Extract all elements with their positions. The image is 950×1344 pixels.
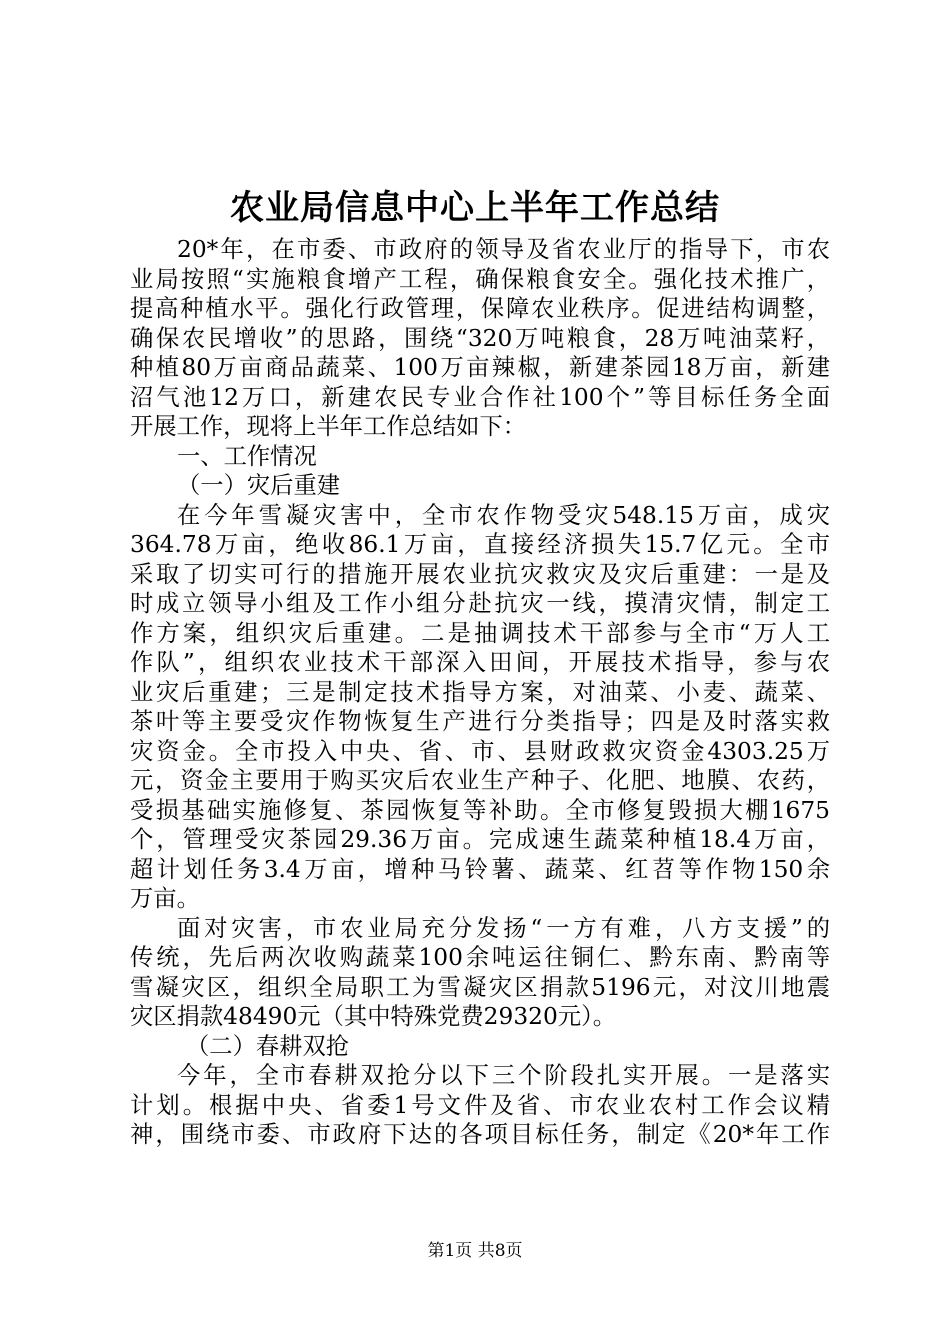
paragraph-line: 灾资金。全市投入中央、省、市、县财政救灾资金4303.25万 [130,737,830,765]
paragraph-line: 在今年雪凝灾害中，全市农作物受灾548.15万亩，成灾 [177,501,830,529]
paragraph-line: 超计划任务3.4万亩，增种马铃薯、蔬菜、红苕等作物150余 [130,855,830,883]
paragraph-line: 采取了切实可行的措施开展农业抗灾救灾及灾后重建：一是及 [130,560,830,588]
paragraph-line: 灾区捐款48490元（其中特殊党费29320元）。 [130,1003,617,1030]
paragraph-line: 雪凝灾区，组织全局职工为雪凝灾区捐款5196元，对汶川地震 [130,973,830,1001]
paragraph-line: 作队”，组织农业技术干部深入田间，开展技术指导，参与农 [130,649,830,676]
paragraph-line: 确保农民增收”的思路，围绕“320万吨粮食，28万吨油菜籽， [130,324,830,352]
paragraph-line: 20*年，在市委、市政府的领导及省农业厅的指导下，市农 [177,236,830,263]
document-title: 农业局信息中心上半年工作总结 [230,188,720,228]
paragraph-line: 作方案，组织灾后重建。二是抽调技术干部参与全市“万人工 [130,619,830,647]
paragraph-line: 业局按照“实施粮食增产工程，确保粮食安全。强化技术推广， [130,265,830,293]
paragraph-line: 时成立领导小组及工作小组分赴抗灾一线，摸清灾情，制定工 [130,590,830,617]
document-body [130,235,830,1150]
paragraph-line: 传统，先后两次收购蔬菜100余吨运往铜仁、黔东南、黔南等 [130,944,830,971]
subsection-heading: （一）灾后重建 [177,472,341,499]
paragraph-line: 个，管理受灾茶园29.36万亩。完成速生蔬菜种植18.4万亩， [130,826,830,853]
paragraph-line: 茶叶等主要受灾作物恢复生产进行分类指导；四是及时落实救 [130,708,830,735]
paragraph-line: 神，围绕市委、市政府下达的各项目标任务，制定《20*年工作 [130,1121,830,1148]
paragraph-line: 计划。根据中央、省委1号文件及省、市农业农村工作会议精 [130,1091,830,1119]
paragraph-line: 种植80万亩商品蔬菜、100万亩辣椒，新建茶园18万亩，新建 [130,354,830,381]
section-heading: 一、工作情况 [177,442,317,470]
paragraph-line: 受损基础实施修复、茶园恢复等补助。全市修复毁损大棚1675 [130,796,830,824]
paragraph-line: 提高种植水平。强化行政管理，保障农业秩序。促进结构调整， [130,295,830,322]
paragraph-line: 今年，全市春耕双抢分以下三个阶段扎实开展。一是落实 [177,1062,830,1089]
paragraph-line: 万亩。 [130,885,200,912]
paragraph-line: 元，资金主要用于购买灾后农业生产种子、化肥、地膜、农药， [130,767,830,794]
page-number: 第1页 共8页 [427,1241,523,1261]
paragraph-line: 面对灾害，市农业局充分发扬“一方有难，八方支援”的 [177,914,830,942]
paragraph-line: 开展工作，现将上半年工作总结如下： [130,413,527,440]
paragraph-line: 业灾后重建；三是制定技术指导方案，对油菜、小麦、蔬菜、 [130,678,830,706]
subsection-heading: （二）春耕双抢 [186,1032,350,1060]
paragraph-line: 364.78万亩，绝收86.1万亩，直接经济损失15.7亿元。全市 [130,531,830,558]
paragraph-line: 沼气池12万口，新建农民专业合作社100个”等目标任务全面 [130,383,830,411]
